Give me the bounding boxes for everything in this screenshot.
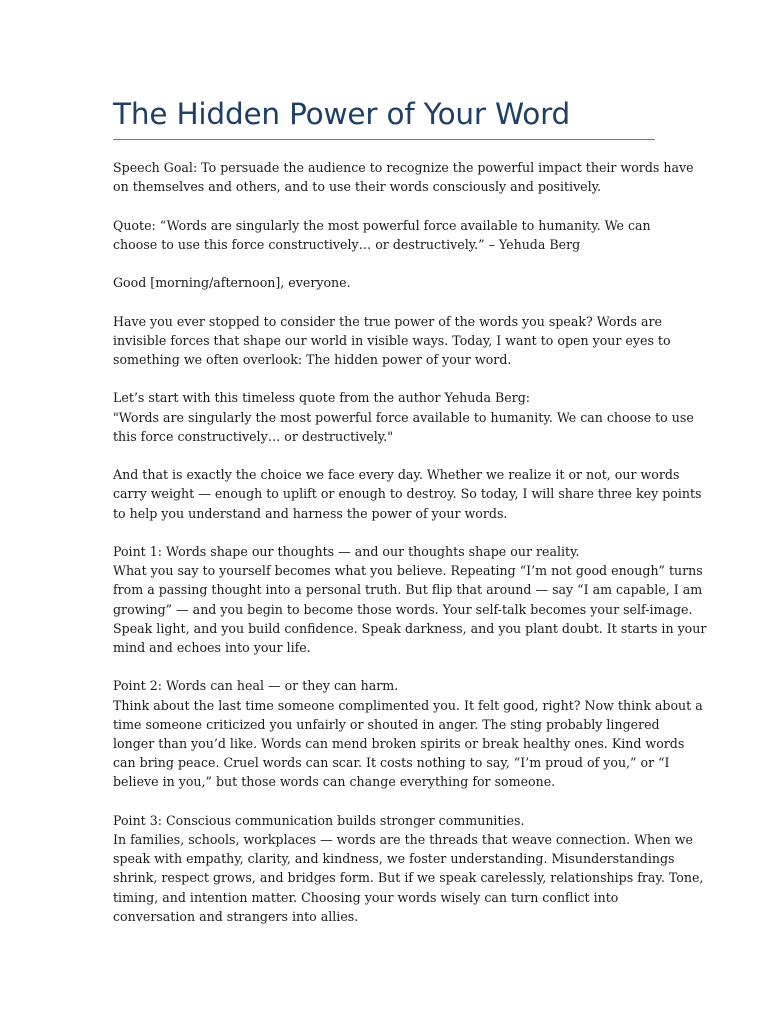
text-line: Point 3: Conscious communication builds stronger communities. <box>113 812 525 828</box>
text-line: In families, schools, workplaces — words are the threads that weave connection. When we <box>113 831 693 847</box>
text-line: Have you ever stopped to consider the true power of the words you speak? Words are <box>113 313 662 329</box>
paragraph <box>113 273 658 292</box>
paragraph <box>113 465 702 523</box>
text-line: growing” — and you begin to become those words. Your self-talk becomes your self-image. <box>113 601 693 617</box>
paragraph <box>113 158 694 196</box>
document-body <box>113 158 707 945</box>
text-line: And that is exactly the choice we face every day. Whether we realize it or not, our words <box>113 467 680 483</box>
text-line: Speak light, and you build confidence. Speak darkness, and you plant doubt. It starts in your <box>113 620 707 636</box>
paragraph <box>113 388 694 446</box>
text-line: Speech Goal: To persuade the audience to recognize the powerful impact their words have <box>113 160 694 175</box>
text-line: longer than you’d like. Words can mend broken spirits or break healthy ones. Kind words <box>113 735 685 751</box>
text-line: conversation and strangers into allies. <box>113 908 359 924</box>
text-line: on themselves and others, and to use their words consciously and positively. <box>113 179 602 195</box>
title-divider <box>113 139 655 140</box>
text-line: invisible forces that shape our world in visible ways. Today, I want to open your eyes to <box>113 332 671 348</box>
paragraph <box>113 216 658 254</box>
text-line: Think about the last time someone complimented you. It felt good, right? Now think about a <box>113 697 703 713</box>
paragraph <box>113 312 671 370</box>
text-line: speak with empathy, clarity, and kindness, we foster understanding. Misunderstandings <box>113 851 675 867</box>
text-line: to help you understand and harness the power of your words. <box>113 505 508 521</box>
text-line: believe in you,” but those words can change everything for someone. <box>113 774 556 790</box>
text-line: choose to use this force constructively… or destructively.” – Yehuda Berg <box>113 236 581 252</box>
text-line: this force constructively… or destructively." <box>113 428 394 444</box>
text-line: Good [morning/afternoon], everyone. <box>113 275 351 291</box>
text-line: timing, and intention matter. Choosing your words wisely can turn conflict into <box>113 889 619 905</box>
text-line: What you say to yourself becomes what you believe. Repeating “I’m not good enough” turns <box>113 563 703 579</box>
text-line: Quote: “Words are singularly the most powerful force available to humanity. We can <box>113 217 651 233</box>
document-title: The Hidden Power of Your Word <box>113 97 571 131</box>
text-line: Point 1: Words shape our thoughts — and our thoughts shape our reality. <box>113 543 580 559</box>
text-line: "Words are singularly the most powerful force available to humanity. We can choose to use <box>113 409 694 425</box>
text-line: shrink, respect grows, and bridges form. But if we speak carelessly, relationships fray. Tone, <box>113 870 704 886</box>
text-line: something we often overlook: The hidden power of your word. <box>113 351 512 367</box>
paragraph <box>113 542 707 657</box>
text-line: Let’s start with this timeless quote from the author Yehuda Berg: <box>113 390 531 406</box>
paragraph <box>113 676 703 791</box>
text-line: mind and echoes into your life. <box>113 639 311 655</box>
text-line: can bring peace. Cruel words can scar. It costs nothing to say, “I’m proud of you,” or “I <box>113 755 670 771</box>
text-line: time someone criticized you unfairly or shouted in anger. The sting probably lingered <box>113 716 660 732</box>
paragraph <box>113 811 704 926</box>
text-line: from a passing thought into a personal truth. But flip that around — say “I am capable, I am <box>113 582 703 598</box>
text-line: carry weight — enough to uplift or enough to destroy. So today, I will share three key points <box>113 486 702 502</box>
text-line: Point 2: Words can heal — or they can harm. <box>113 678 399 694</box>
